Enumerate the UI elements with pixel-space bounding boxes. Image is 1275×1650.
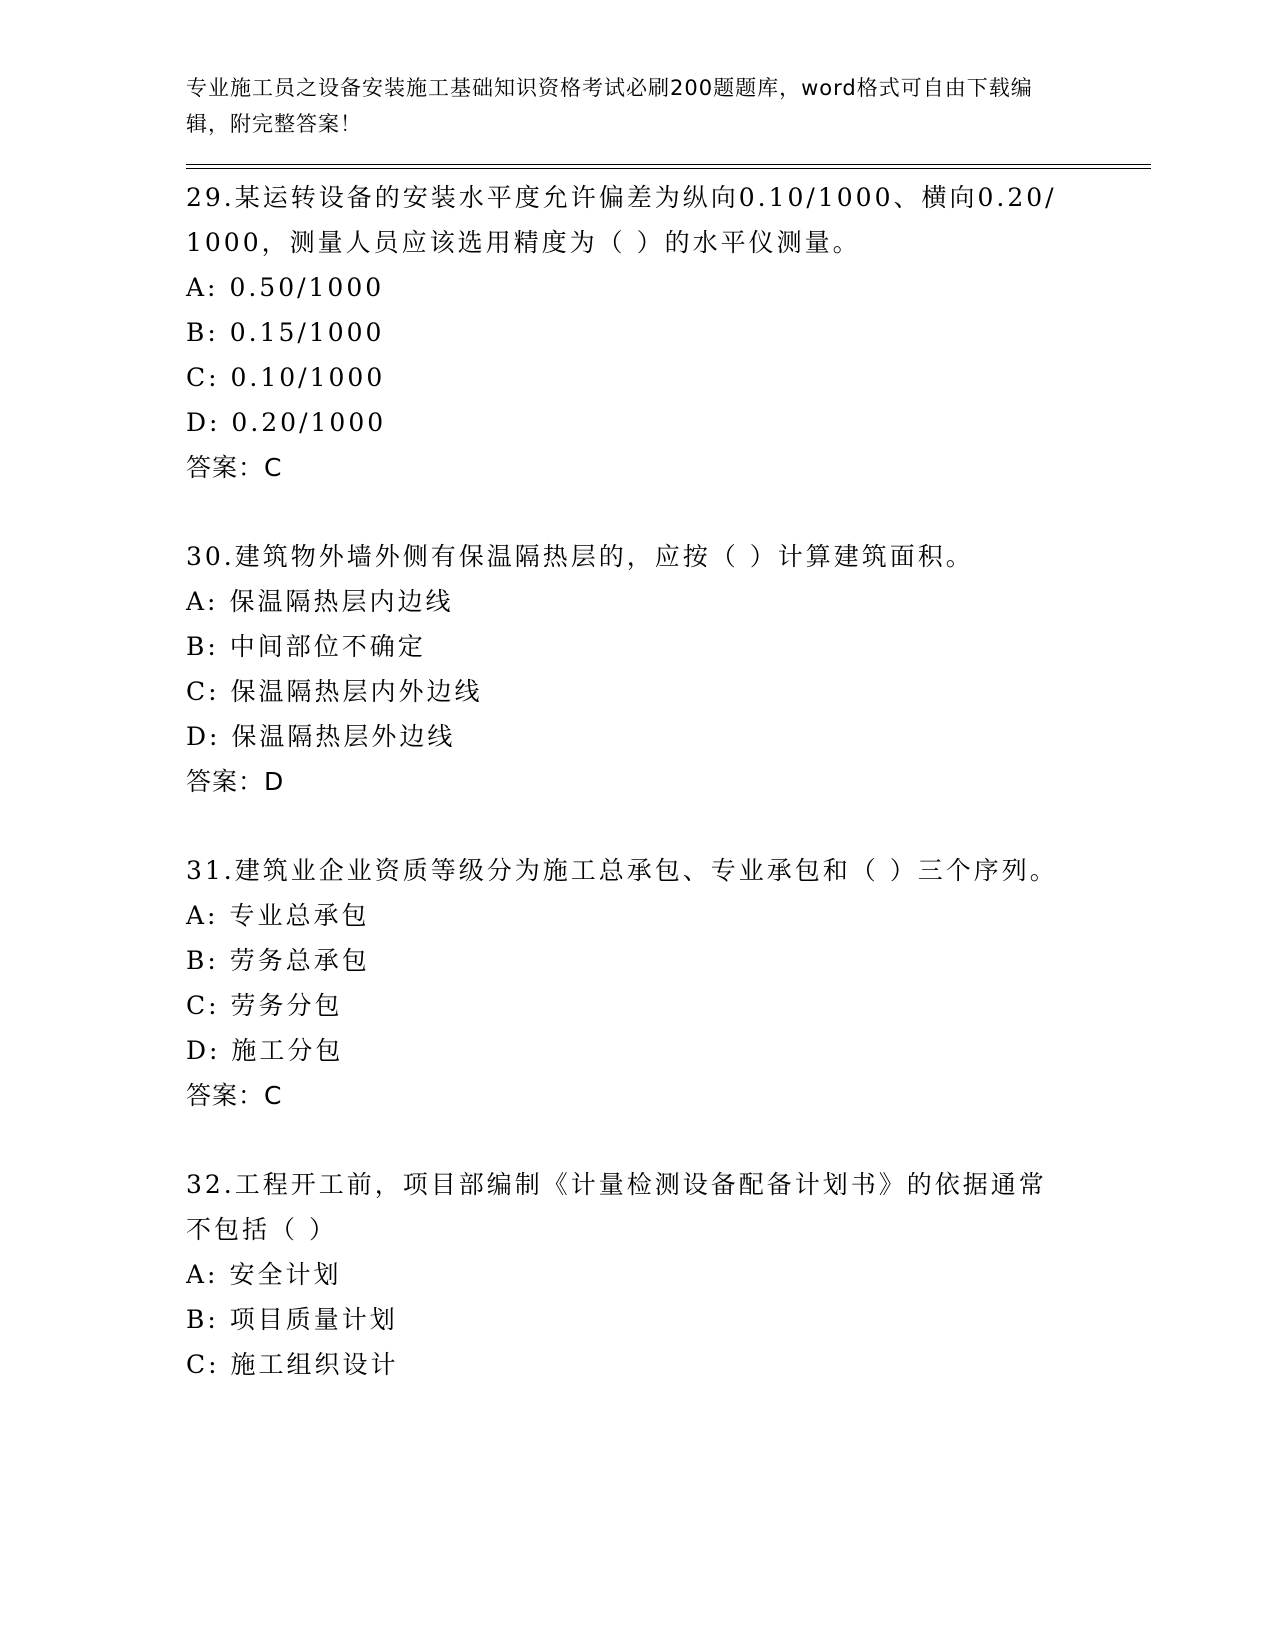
answer-option: [186, 310, 1151, 355]
answer-option: [186, 893, 1151, 938]
option-label: D:: [186, 408, 221, 437]
option-label: A:: [186, 273, 219, 302]
question-stem: 29.某运转设备的安装水平度允许偏差为纵向0.10/1000、横向0.20/1000，测量人员应该选用精度为（ ）的水平仪测量。: [186, 183, 1057, 257]
option-text: 0.10/1000: [230, 363, 386, 392]
answer-option: [186, 355, 1151, 400]
answer-option: [186, 624, 1151, 669]
answer-option: [186, 1342, 1151, 1387]
option-label: B:: [186, 1305, 219, 1334]
option-text: 中间部位不确定: [229, 632, 426, 661]
option-label: C:: [186, 991, 220, 1020]
option-text: 劳务总承包: [229, 946, 370, 975]
question-block: [186, 848, 1151, 1118]
question-list: [186, 175, 1151, 1387]
option-text: 保温隔热层外边线: [231, 722, 456, 751]
header-double-rule: [186, 164, 1151, 169]
answer-option: [186, 669, 1151, 714]
document-header-title: 专业施工员之设备安装施工基础知识资格考试必刷200题题库，word格式可自由下载编辑，附完整答案！: [186, 76, 1033, 136]
answer-option: [186, 400, 1151, 445]
answer-key: 答案：D: [186, 767, 285, 796]
question-stem: 32.工程开工前，项目部编制《计量检测设备配备计划书》的依据通常不包括（ ）: [186, 1170, 1047, 1244]
option-text: 保温隔热层内外边线: [230, 677, 483, 706]
question-block: [186, 175, 1151, 490]
answer-option: [186, 1028, 1151, 1073]
answer-option: [186, 938, 1151, 983]
answer-option: [186, 265, 1151, 310]
option-text: 保温隔热层内边线: [229, 587, 454, 616]
option-text: 施工分包: [231, 1036, 344, 1065]
answer-key: 答案：C: [186, 453, 283, 482]
option-text: 0.15/1000: [229, 318, 385, 347]
option-text: 0.50/1000: [229, 273, 385, 302]
option-text: 专业总承包: [229, 901, 370, 930]
option-label: B:: [186, 632, 219, 661]
question-stem: 30.建筑物外墙外侧有保温隔热层的，应按（ ）计算建筑面积。: [186, 542, 974, 571]
option-label: B:: [186, 946, 219, 975]
option-label: A:: [186, 1260, 219, 1289]
option-label: A:: [186, 901, 219, 930]
option-text: 项目质量计划: [229, 1305, 398, 1334]
option-label: C:: [186, 363, 220, 392]
header-rule-bottom: [186, 168, 1151, 169]
question-block: [186, 534, 1151, 804]
answer-option: [186, 983, 1151, 1028]
option-label: D:: [186, 1036, 221, 1065]
option-text: 劳务分包: [230, 991, 343, 1020]
answer-option: [186, 714, 1151, 759]
answer-option: [186, 579, 1151, 624]
option-text: 施工组织设计: [230, 1350, 399, 1379]
document-page: [186, 70, 1151, 1387]
option-label: C:: [186, 677, 220, 706]
option-label: B:: [186, 318, 219, 347]
question-stem: 31.建筑业企业资质等级分为施工总承包、专业承包和（ ）三个序列。: [186, 856, 1058, 885]
option-text: 0.20/1000: [231, 408, 387, 437]
answer-option: [186, 1297, 1151, 1342]
question-block: [186, 1162, 1151, 1387]
option-label: A:: [186, 587, 219, 616]
answer-option: [186, 1252, 1151, 1297]
option-text: 安全计划: [229, 1260, 342, 1289]
option-label: D:: [186, 722, 221, 751]
option-label: C:: [186, 1350, 220, 1379]
answer-key: 答案：C: [186, 1081, 283, 1110]
header-rule-top: [186, 164, 1151, 165]
